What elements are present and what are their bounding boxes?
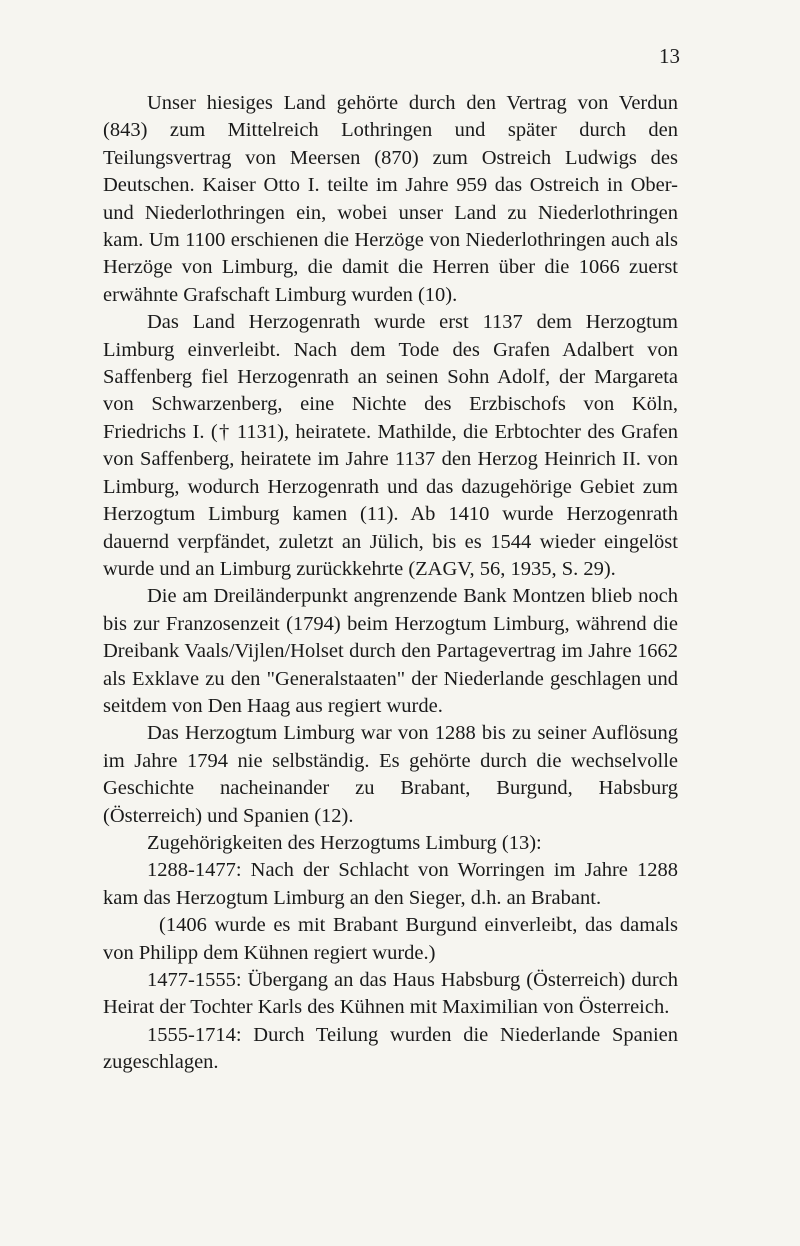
paragraph-1555-1714: 1555-1714: Durch Teilung wurden die Niederlande Spanien zugeschlagen.	[103, 1023, 678, 1074]
paragraph-verdun: Unser hiesiges Land gehörte durch den Vertrag von Verdun (843) zum Mittelreich Lothringen und später durch den Teilungsvertrag von Meersen (870) zum Ostreich Ludwigs des Deutschen. Kaiser Otto I. teilte im Jahre 959 das Ostreich in Ober- und Niederlothringen ein, wobei unser Land zu Niederlothringen kam. Um 1100 erschienen die Herzöge von Niederlothringen auch als Herzöge von Limburg, die damit die Herren über die 1066 zuerst erwähnte Grafschaft Limburg wurden (10).	[103, 92, 678, 306]
page-number: 13	[659, 44, 680, 68]
paragraph-herzogenrath: Das Land Herzogenrath wurde erst 1137 dem Herzogtum Limburg einverleibt. Nach dem Tode des Grafen Adalbert von Saffenberg fiel Herzogenrath an seinen Sohn Adolf, der Margareta von Schwarzenberg, eine Nichte des Erzbischofs von Köln, Friedrichs I. († 1131), heiratete. Mathilde, die Erbtochter des Grafen von Saffenberg, heiratete im Jahre 1137 den Herzog Heinrich II. von Limburg, wodurch Herzogenrath und das dazugehörige Gebiet zum Herzogtum Limburg kamen (11). Ab 1410 wurde Herzogenrath dauernd verpfändet, zuletzt an Jülich, bis es 1544 wieder eingelöst wurde und an Limburg zurückkehrte (ZAGV, 56, 1935, S. 29).	[103, 311, 678, 580]
paragraph-1288-1477: 1288-1477: Nach der Schlacht von Worringen im Jahre 1288 kam das Herzogtum Limburg an den Sieger, d.h. an Brabant.	[103, 859, 678, 909]
paragraph-1406-note: (1406 wurde es mit Brabant Burgund einverleibt, das damals von Philipp dem Kühnen regiert wurde.)	[103, 914, 678, 964]
body-text	[103, 90, 678, 1077]
paragraph-zugehoerigkeiten-heading: Zugehörigkeiten des Herzogtums Limburg (13):	[147, 831, 542, 854]
paragraph-1477-1555: 1477-1555: Übergang an das Haus Habsburg (Österreich) durch Heirat der Tochter Karls des Kühnen mit Maximilian von Österreich.	[103, 969, 678, 1019]
paragraph-montzen: Die am Dreiländerpunkt angrenzende Bank Montzen blieb noch bis zur Franzosenzeit (1794) beim Herzogtum Limburg, während die Dreibank Vaals/Vijlen/Holset durch den Partagevertrag im Jahre 1662 als Exklave zu den "Generalstaaten" der Niederlande geschlagen und seitdem von Den Haag aus regiert wurde.	[103, 585, 678, 717]
paragraph-limburg-history: Das Herzogtum Limburg war von 1288 bis zu seiner Auflösung im Jahre 1794 nie selbständig. Es gehörte durch die wechselvolle Geschichte nacheinander zu Brabant, Burgund, Habsburg (Österreich) und Spanien (12).	[103, 722, 678, 827]
